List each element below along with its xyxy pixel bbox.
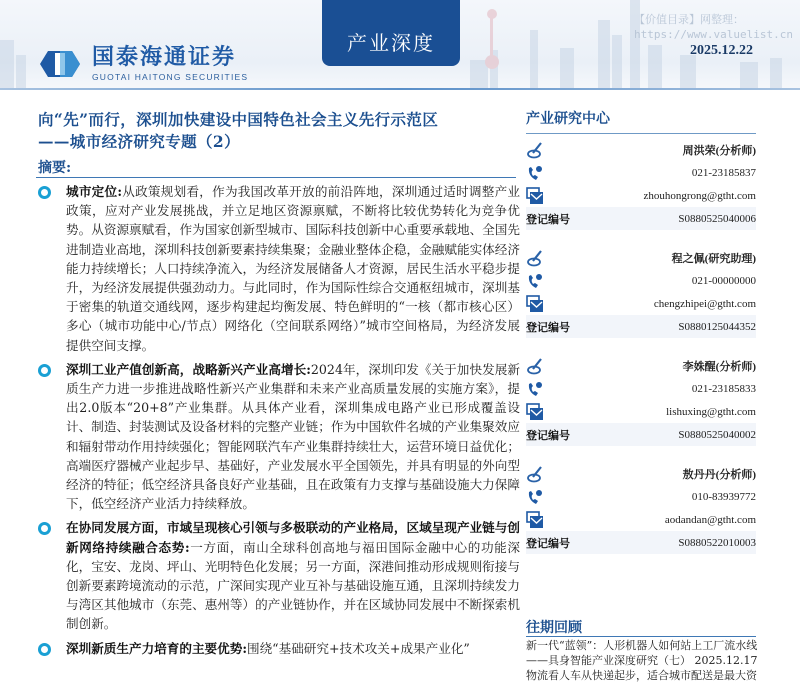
analyst-name: 周洪荣(分析师) [682,144,756,157]
phone-icon [526,272,544,290]
abstract-bullet [36,518,520,633]
past-reports-divider [526,636,756,637]
report-title-main: 向“先”而行，深圳加快建设中国特色社会主义先行示范区 [38,110,439,129]
ring-bullet-icon [38,643,51,656]
registration-number: S0880125044352 [678,320,756,333]
registration-label: 登记编号 [526,212,570,226]
bullet-lead: 深圳工业产值创新高，战略新兴产业高增长: [66,361,311,377]
analyst-name: 程之佩(研究助理) [671,252,756,265]
brand-name-cn: 国泰海通证券 [92,45,237,70]
ring-bullet-icon [38,186,51,199]
bullet-lead: 在协同发展方面，市域呈现核心引领与多极联动的产业格局，区域呈现产业链与创新网络持续融合态势: [66,520,520,555]
registration-number: S0880525040002 [678,428,756,441]
analyst-name: 敖丹丹(分析师) [682,468,756,481]
email-icon [526,187,544,205]
report-date: 2025.12.22 [690,43,753,58]
analyst-card [526,462,756,554]
abstract-bullet [36,182,520,355]
analyst-email[interactable]: chengzhipei@gtht.com [653,297,756,310]
analyst-name: 李姝醒(分析师) [682,360,756,373]
research-center-title: 产业研究中心 [526,111,610,127]
abstract-heading: 摘要: [38,160,72,176]
registration-label: 登记编号 [526,428,570,442]
registration-number: S0880525040006 [678,212,756,225]
brand-logo [38,46,248,82]
analyst-sidebar [526,108,756,570]
analyst-email[interactable]: aodandan@gtht.com [664,513,756,526]
brand-name-en: GUOTAI HAITONG SECURITIES [92,72,249,82]
bullet-text: 围绕“基础研究+技术攻关+成果产业化” [246,640,470,656]
pen-signature-icon [526,249,544,267]
logo-mark-icon [38,49,82,79]
pen-signature-icon [526,357,544,375]
past-report-link[interactable]: 物流看人车从快递起步，适合城市配送是最大资 [526,669,757,682]
report-type-label: 产业深度 [347,31,435,55]
report-header [0,0,800,90]
analyst-card [526,246,756,338]
watermark-line-2: https://www.valuelist.cn [634,28,793,41]
sidebar-divider [526,133,756,134]
registration-label: 登记编号 [526,536,570,550]
phone-icon [526,488,544,506]
phone-icon [526,380,544,398]
registration-number: S0880522010003 [678,536,756,549]
bullet-lead: 深圳新质生产力培育的主要优势: [66,640,247,656]
bullet-text: 从政策规划看，作为我国改革开放的前沿阵地，深圳通过适时调整产业政策，应对产业发展挑战，并立足地区资源禀赋，不断将比较优势转化为竞争优势。从资源禀赋看，作为国家创新型城市、国际科技创新中心重要承载地、全国先进制造业高地，深圳科技创新要素持续集聚；金融业整体企稳，金融赋能实体经济能力持续增长；人口持续净流入，为经济发展储备人才资源，居民生活水平稳步提升，为经济发展提供强劲动力。与此同时，作为国际性综合交通枢纽城市，深圳基于密集的轨道交通线网，逐步构建起均衡发展、特色鲜明的“一核（都市核心区）多心（城市功能中心/节点）网络化（空间联系网络）”城市空间格局，为经济发展提供空间支撑。 [66,184,521,353]
analyst-card [526,138,756,230]
bullet-text: 2024年，深圳印发《关于加快发展新质生产力进一步推进战略性新兴产业集群和未来产业高质量发展的实施方案》，提出2.0版本“20+8”产业集群。从具体产业看，深圳集成电路产业已形成覆盖设计、制造、封装测试及设备材料的完整产业链；作为中国软件名城的产业集聚效应和辐射带动作用持续强化；智能网联汽车产业集群持续壮大，运营环境日益优化；高端医疗器械产业起步早、基础好，产业发展水平全国领先，并具有明显的外向型经济的特征；低空经济具备良好产业基础，且在政策有力支撑与基础设施大力保障下，低空经济产业活力持续释放。 [66,361,520,512]
past-report-subtitle[interactable]: ——具身智能产业深度研究（七） 2025.12.17 [526,654,758,667]
pen-signature-icon [526,465,544,483]
analyst-email[interactable]: zhouhongrong@gtht.com [643,189,756,202]
analyst-email[interactable]: lishuxing@gtht.com [666,405,756,418]
analyst-card [526,354,756,446]
registration-label: 登记编号 [526,320,570,334]
abstract-bullet-list [36,182,520,663]
email-icon [526,403,544,421]
analyst-phone: 021-00000000 [691,274,756,287]
watermark-line-1: 【价值目录】网整理： [634,13,744,26]
report-type-badge [322,0,460,66]
past-report-link[interactable]: 新一代“蓝领”：人形机器人如何站上工厂流水线 [526,639,758,652]
report-title-sub: ——城市经济研究专题（2） [38,132,240,151]
bullet-lead: 城市定位: [66,184,123,199]
analyst-phone: 021-23185837 [691,166,756,179]
email-icon [526,511,544,529]
abstract-divider [36,177,516,178]
report-title [38,109,518,153]
abstract-bullet [36,360,520,514]
pen-signature-icon [526,141,544,159]
ring-bullet-icon [38,364,51,377]
past-reports-heading: 往期回顾 [526,620,582,636]
watermark [634,12,793,42]
email-icon [526,295,544,313]
past-reports-list [526,638,766,683]
analyst-phone: 021-23185833 [691,382,756,395]
phone-icon [526,164,544,182]
analyst-phone: 010-83939772 [691,490,756,503]
ring-bullet-icon [38,522,51,535]
abstract-bullet [36,639,520,658]
header-divider [0,88,800,90]
bullet-text: 一方面，南山全球科创高地与福田国际金融中心的功能深化，宝安、龙岗、坪山、光明特色化发展；另一方面，深港间推动形成规则衔接与创新要素跨境流动的示范，广深间实现产业互补与基础设施互通，且深圳持续发力与湾区其他城市（东莞、惠州等）的产业链协作，并在区域协同发展中不断探索机制创新。 [66,539,520,632]
